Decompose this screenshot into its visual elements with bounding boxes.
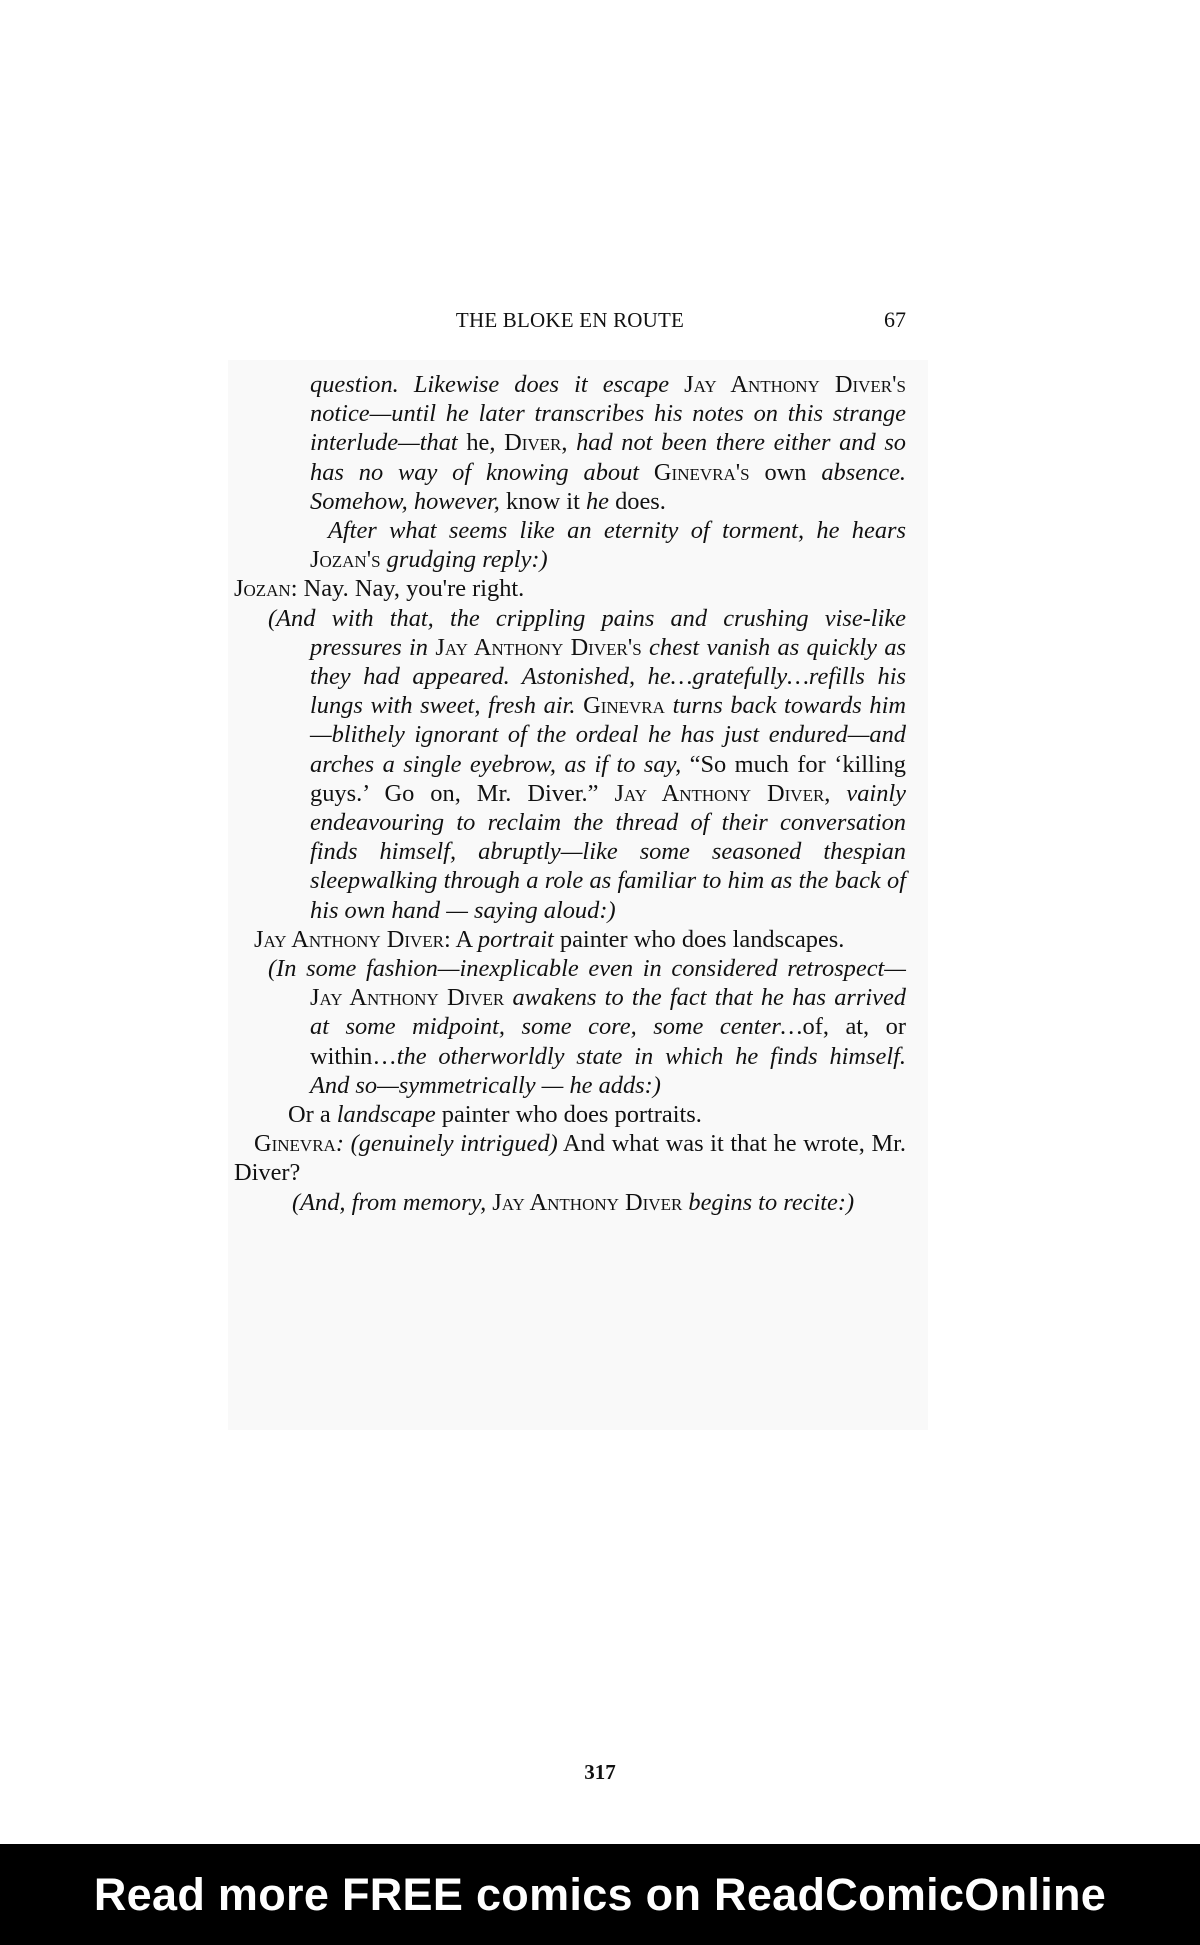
text-run: portrait	[477, 925, 554, 953]
text-run: the otherworldly state in which he finds himself. And so—symmetrically — he adds:)	[310, 1042, 906, 1099]
text-run: had not been there either and so has no way of knowing about	[310, 429, 907, 486]
running-header	[234, 302, 906, 338]
promo-banner[interactable]: Read more FREE comics on ReadComicOnline	[0, 1844, 1200, 1945]
text-run: Jay Anthony Diver's	[684, 371, 906, 398]
text-run: vainly endeavouring to reclaim the thread of their conversation finds himself, abruptly—like some seasoned thespian sleepwalking through a role as familiar to him as the back of his own hand — saying aloud:)	[310, 779, 906, 924]
text-run: Jay Anthony Diver	[310, 984, 505, 1012]
text-run: (And, from memory,	[292, 1188, 493, 1216]
text-run: notice—until he later transcribes his notes on this strange interlude—that	[310, 400, 906, 457]
text-run: landscape	[336, 1101, 436, 1129]
text-run: (In some fashion—inexplicable even in considered retrospect—	[268, 955, 906, 983]
paragraph-sd2	[234, 1188, 906, 1217]
paragraph-sd	[234, 954, 906, 1100]
text-run: Or a	[288, 1101, 337, 1129]
text-run: know it	[506, 487, 586, 515]
paragraph-line	[234, 1100, 906, 1129]
text-run: Diver,	[504, 429, 568, 457]
text-run: begins to recite:)	[682, 1188, 855, 1216]
paragraph-sd	[234, 604, 906, 925]
text-run: Jay Anthony Diver	[254, 925, 444, 953]
folio-number: 67	[884, 307, 906, 332]
paragraph-speech	[234, 1129, 906, 1187]
page-number: 317	[584, 1760, 616, 1784]
text-run: Ginevra's	[653, 458, 750, 486]
text-run: After what seems like an eternity of torment, he hears	[328, 517, 906, 545]
text-run: own	[749, 458, 822, 486]
text-run: painter who does portraits.	[435, 1101, 702, 1129]
text-run: Jay Anthony Diver's	[435, 633, 642, 661]
text-run: : Nay. Nay, you're right.	[290, 575, 525, 603]
text-run: question. Likewise does it escape	[310, 371, 685, 398]
text-run: of, at, or within…	[310, 1013, 906, 1070]
paragraph-cont	[234, 370, 906, 516]
paragraph-speech	[234, 925, 906, 954]
text-run: turns back towards him—blithely ignorant of the ordeal he has just endured—and arches a single eyebrow, as if to say,	[310, 692, 906, 778]
text-run: Ginevra	[583, 692, 665, 720]
text-run: (And with that, the crippling pains and crushing vise-like pressures in	[268, 604, 906, 661]
running-title: THE BLOKE EN ROUTE	[455, 308, 685, 332]
text-run: Jozan	[234, 575, 291, 603]
text-run: absence. Somehow, however,	[310, 458, 906, 515]
text-run: painter who does landscapes.	[553, 925, 845, 953]
text-run: And what was it that he wrote, Mr. Diver?	[234, 1130, 907, 1187]
text-run: awakens to the fact that he has arrived at some midpoint, some core, some center…	[310, 984, 906, 1041]
text-run: he,	[466, 429, 505, 457]
paragraph-indent	[234, 516, 906, 574]
text-run: he	[585, 487, 609, 515]
text-run: does.	[608, 487, 666, 515]
text-run: Jay Anthony Diver	[492, 1188, 683, 1216]
text-run: Jozan's	[310, 546, 381, 574]
text-run: “So much for ‘killing guys.’ Go on, Mr. Diver.”	[310, 750, 907, 807]
script-text	[234, 370, 906, 1217]
text-run: Ginevra	[254, 1130, 336, 1158]
text-run: Jay Anthony Diver,	[614, 779, 831, 807]
paragraph-speaker	[234, 574, 906, 603]
text-run: chest vanish as quickly as they had appeared. Astonished, he…gratefully…refills his lungs with sweet, fresh air.	[310, 633, 907, 720]
text-run: grudging reply:)	[380, 546, 548, 574]
text-run: : A	[444, 925, 478, 953]
text-run: : (genuinely intrigued)	[335, 1130, 558, 1158]
